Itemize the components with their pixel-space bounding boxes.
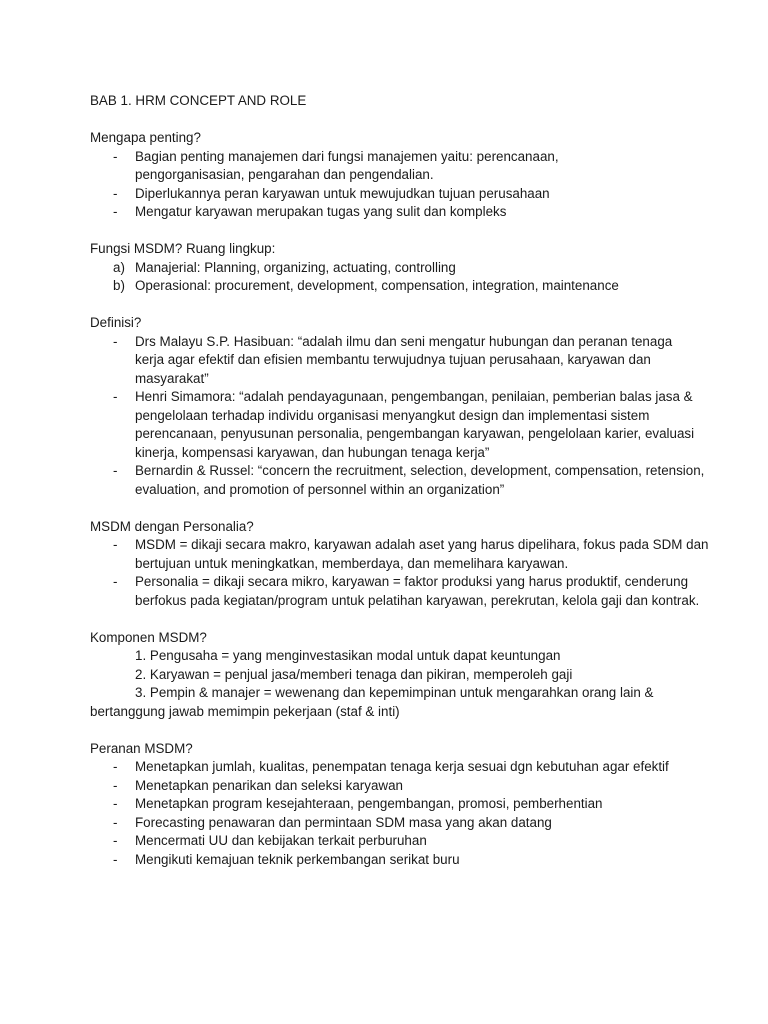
list-item-text: Diperlukannya peran karyawan untuk mewujudkan tujuan perusahaan [135, 185, 550, 201]
dash-bullet: - [113, 777, 118, 793]
list-item-text: MSDM = dikaji secara makro, karyawan adalah aset yang harus dipelihara, fokus pada SDM dan bertujuan untuk meningkatkan, memberdaya, dan memelihara karyawan. [135, 537, 709, 571]
numbered-item: 2. Karyawan = penjual jasa/memberi tenaga dan pikiran, memperoleh gaji [135, 666, 573, 682]
list-item-text: Operasional: procurement, development, compensation, integration, maintenance [135, 278, 619, 293]
list-item [90, 259, 690, 278]
list-marker: b) [113, 278, 125, 293]
dash-bullet: - [113, 537, 118, 552]
list-item [90, 795, 690, 814]
document-body [90, 92, 709, 869]
list-item-text: Forecasting penawaran dan permintaan SDM masa yang akan datang [135, 814, 552, 830]
section-heading-personalia: MSDM dengan Personalia? [90, 518, 254, 534]
dash-bullet: - [113, 796, 118, 811]
list-item-text: Drs Malayu S.P. Hasibuan: “adalah ilmu dan seni mengatur hubungan dan peranan tenaga kerja agar efektif dan efisien membantu terwujudnya tujuan perusahaan, karyawan dan masyarakat” [135, 333, 673, 386]
list-item [90, 148, 605, 185]
numbered-item: 3. Pempin & manajer = wewenang dan kepemimpinan untuk mengarahkan orang lain & [135, 685, 654, 700]
list-item-text: Bagian penting manajemen dari fungsi manajemen yaitu: perencanaan, pengorganisasian, pengarahan dan pengendalian. [135, 148, 559, 182]
dash-bullet: - [113, 851, 118, 867]
dash-bullet: - [113, 204, 118, 219]
dash-bullet: - [113, 574, 118, 589]
list-item-text: Henri Simamora: “adalah pendayagunaan, pengembangan, penilaian, pemberian balas jasa & pengelolaan terhadap individu organisasi menyangkut design dan implementasi sistem perencanaan, penyusunan personalia, pengembangan karyawan, pengelolaan karier, evaluasi kinerja, kompensasi karyawan, dan hubungan tenaga kerja” [135, 389, 695, 460]
dash-bullet: - [113, 148, 118, 164]
numbered-item: 1. Pengusaha = yang menginvestasikan modal untuk dapat keuntungan [135, 648, 561, 663]
section-heading-fungsi: Fungsi MSDM? Ruang lingkup: [90, 241, 276, 256]
numbered-item-continuation: bertanggung jawab memimpin pekerjaan (staf & inti) [90, 703, 400, 719]
list-item-text: Manajerial: Planning, organizing, actuating, controlling [135, 259, 456, 275]
dash-bullet: - [113, 833, 118, 848]
list-item [90, 333, 690, 389]
list-item [90, 832, 690, 851]
list-item [90, 536, 720, 573]
list-item [90, 573, 705, 610]
list-item [90, 388, 700, 462]
list-item [90, 185, 690, 204]
document-title: BAB 1. HRM CONCEPT AND ROLE [90, 93, 307, 108]
list-item [90, 777, 690, 796]
dash-bullet: - [113, 389, 118, 404]
list-item-text: Personalia = dikaji secara mikro, karyawan = faktor produksi yang harus produktif, cenderung berfokus pada kegiatan/program untuk pelatihan karyawan, perekrutan, kelola gaji dan kontrak. [135, 574, 700, 608]
list-marker: a) [113, 259, 125, 275]
section-heading-penting: Mengapa penting? [90, 130, 201, 145]
list-item-text: Bernardin & Russel: “concern the recruitment, selection, development, compensation, retension, evaluation, and promotion of personnel within an organization” [135, 463, 705, 497]
list-item-text: Mengikuti kemajuan teknik perkembangan serikat buru [135, 851, 460, 867]
list-item [90, 462, 710, 499]
list-item-text: Mengatur karyawan merupakan tugas yang sulit dan kompleks [135, 204, 507, 219]
dash-bullet: - [113, 759, 118, 774]
list-item-text: Menetapkan penarikan dan seleksi karyawan [135, 777, 403, 793]
list-item-text: Mencermati UU dan kebijakan terkait perburuhan [135, 833, 427, 848]
list-item-text: Menetapkan jumlah, kualitas, penempatan tenaga kerja sesuai dgn kebutuhan agar efektif [135, 759, 669, 774]
list-item [90, 758, 695, 777]
list-item [90, 814, 690, 833]
section-heading-definisi: Definisi? [90, 315, 142, 330]
list-item [90, 277, 690, 296]
dash-bullet: - [113, 185, 118, 201]
list-item [90, 851, 690, 870]
dash-bullet: - [113, 814, 118, 830]
list-item [90, 203, 690, 222]
section-heading-komponen: Komponen MSDM? [90, 629, 207, 645]
list-item-text: Menetapkan program kesejahteraan, pengembangan, promosi, pemberhentian [135, 796, 603, 811]
dash-bullet: - [113, 463, 118, 478]
section-heading-peranan: Peranan MSDM? [90, 740, 193, 756]
dash-bullet: - [113, 333, 118, 349]
